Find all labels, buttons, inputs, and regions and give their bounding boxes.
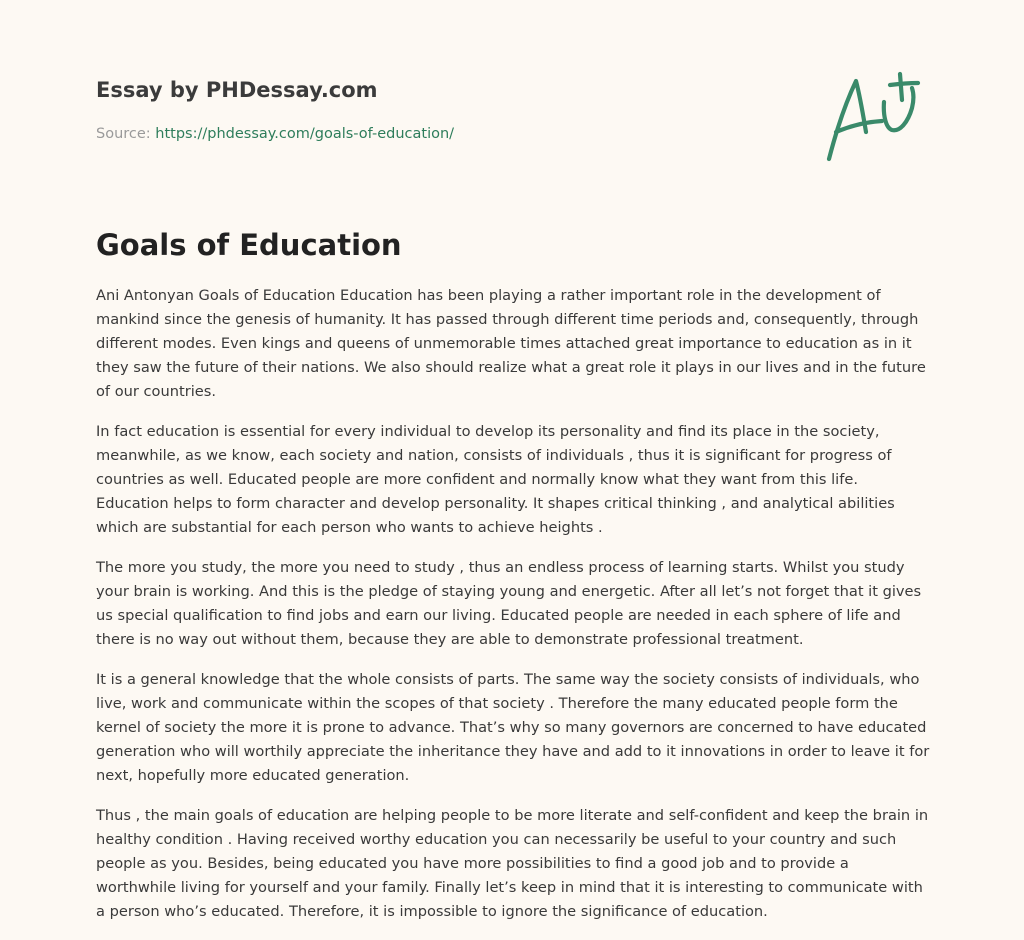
a-plus-logo-icon xyxy=(820,66,930,166)
paragraph: Thus , the main goals of education are helping people to be more literate and self-confident and keep the brain in healthy condition . Having received worthy education you can necessarily be useful to your country and such people as you. Besides, being educated you have more possibilities to find a good job and to provide a worthwhile living for yourself and your family. Finally let’s keep in mind that it is interesting to communicate with a person who’s educated. Therefore, it is impossible to ignore the significance of education. xyxy=(96,807,929,920)
source-line xyxy=(96,124,696,144)
paragraph: Ani Antonyan Goals of Education Education has been playing a rather important role in the development of mankind since the genesis of humanity. It has passed through different time periods and, consequently, through different modes. Even kings and queens of unmemorable times attached great importance to education as in it they saw the future of their nations. We also should realize what a great role it plays in our lives and in the future of our countries. xyxy=(96,287,926,400)
paragraph: In fact education is essential for every individual to develop its personality and find its place in the society, meanwhile, as we know, each society and nation, consists of individuals , thus it is significant for progress of countries as well. Educated people are more confident and normally know what they want from this life. Education helps to form character and develop personality. It shapes critical thinking , and analytical abilities which are substantial for each person who wants to achieve heights . xyxy=(96,423,895,536)
source-label: Source: xyxy=(96,126,151,142)
paragraph: The more you study, the more you need to study , thus an endless process of learning starts. Whilst you study your brain is working. And this is the pledge of staying young and energetic. After all let’s not forget that it gives us special qualification to find jobs and earn our living. Educated people are needed in each sphere of life and there is no way out without them, because they are able to demonstrate professional treatment. xyxy=(96,559,922,648)
site-title: Essay by PHDessay.com xyxy=(96,78,378,102)
page-header xyxy=(96,76,696,144)
article-title: Goals of Education xyxy=(96,228,402,262)
article-body xyxy=(96,284,931,940)
paragraph: It is a general knowledge that the whole consists of parts. The same way the society consists of individuals, who live, work and communicate within the scopes of that society . Therefore the many educated people form the kernel of society the more it is prone to advance. That’s why so many governors are concerned to have educated generation who will worthily appreciate the inheritance they have and add to it innovations in order to leave it for next, hopefully more educated generation. xyxy=(96,671,930,784)
source-link[interactable]: https://phdessay.com/goals-of-education/ xyxy=(155,126,455,142)
